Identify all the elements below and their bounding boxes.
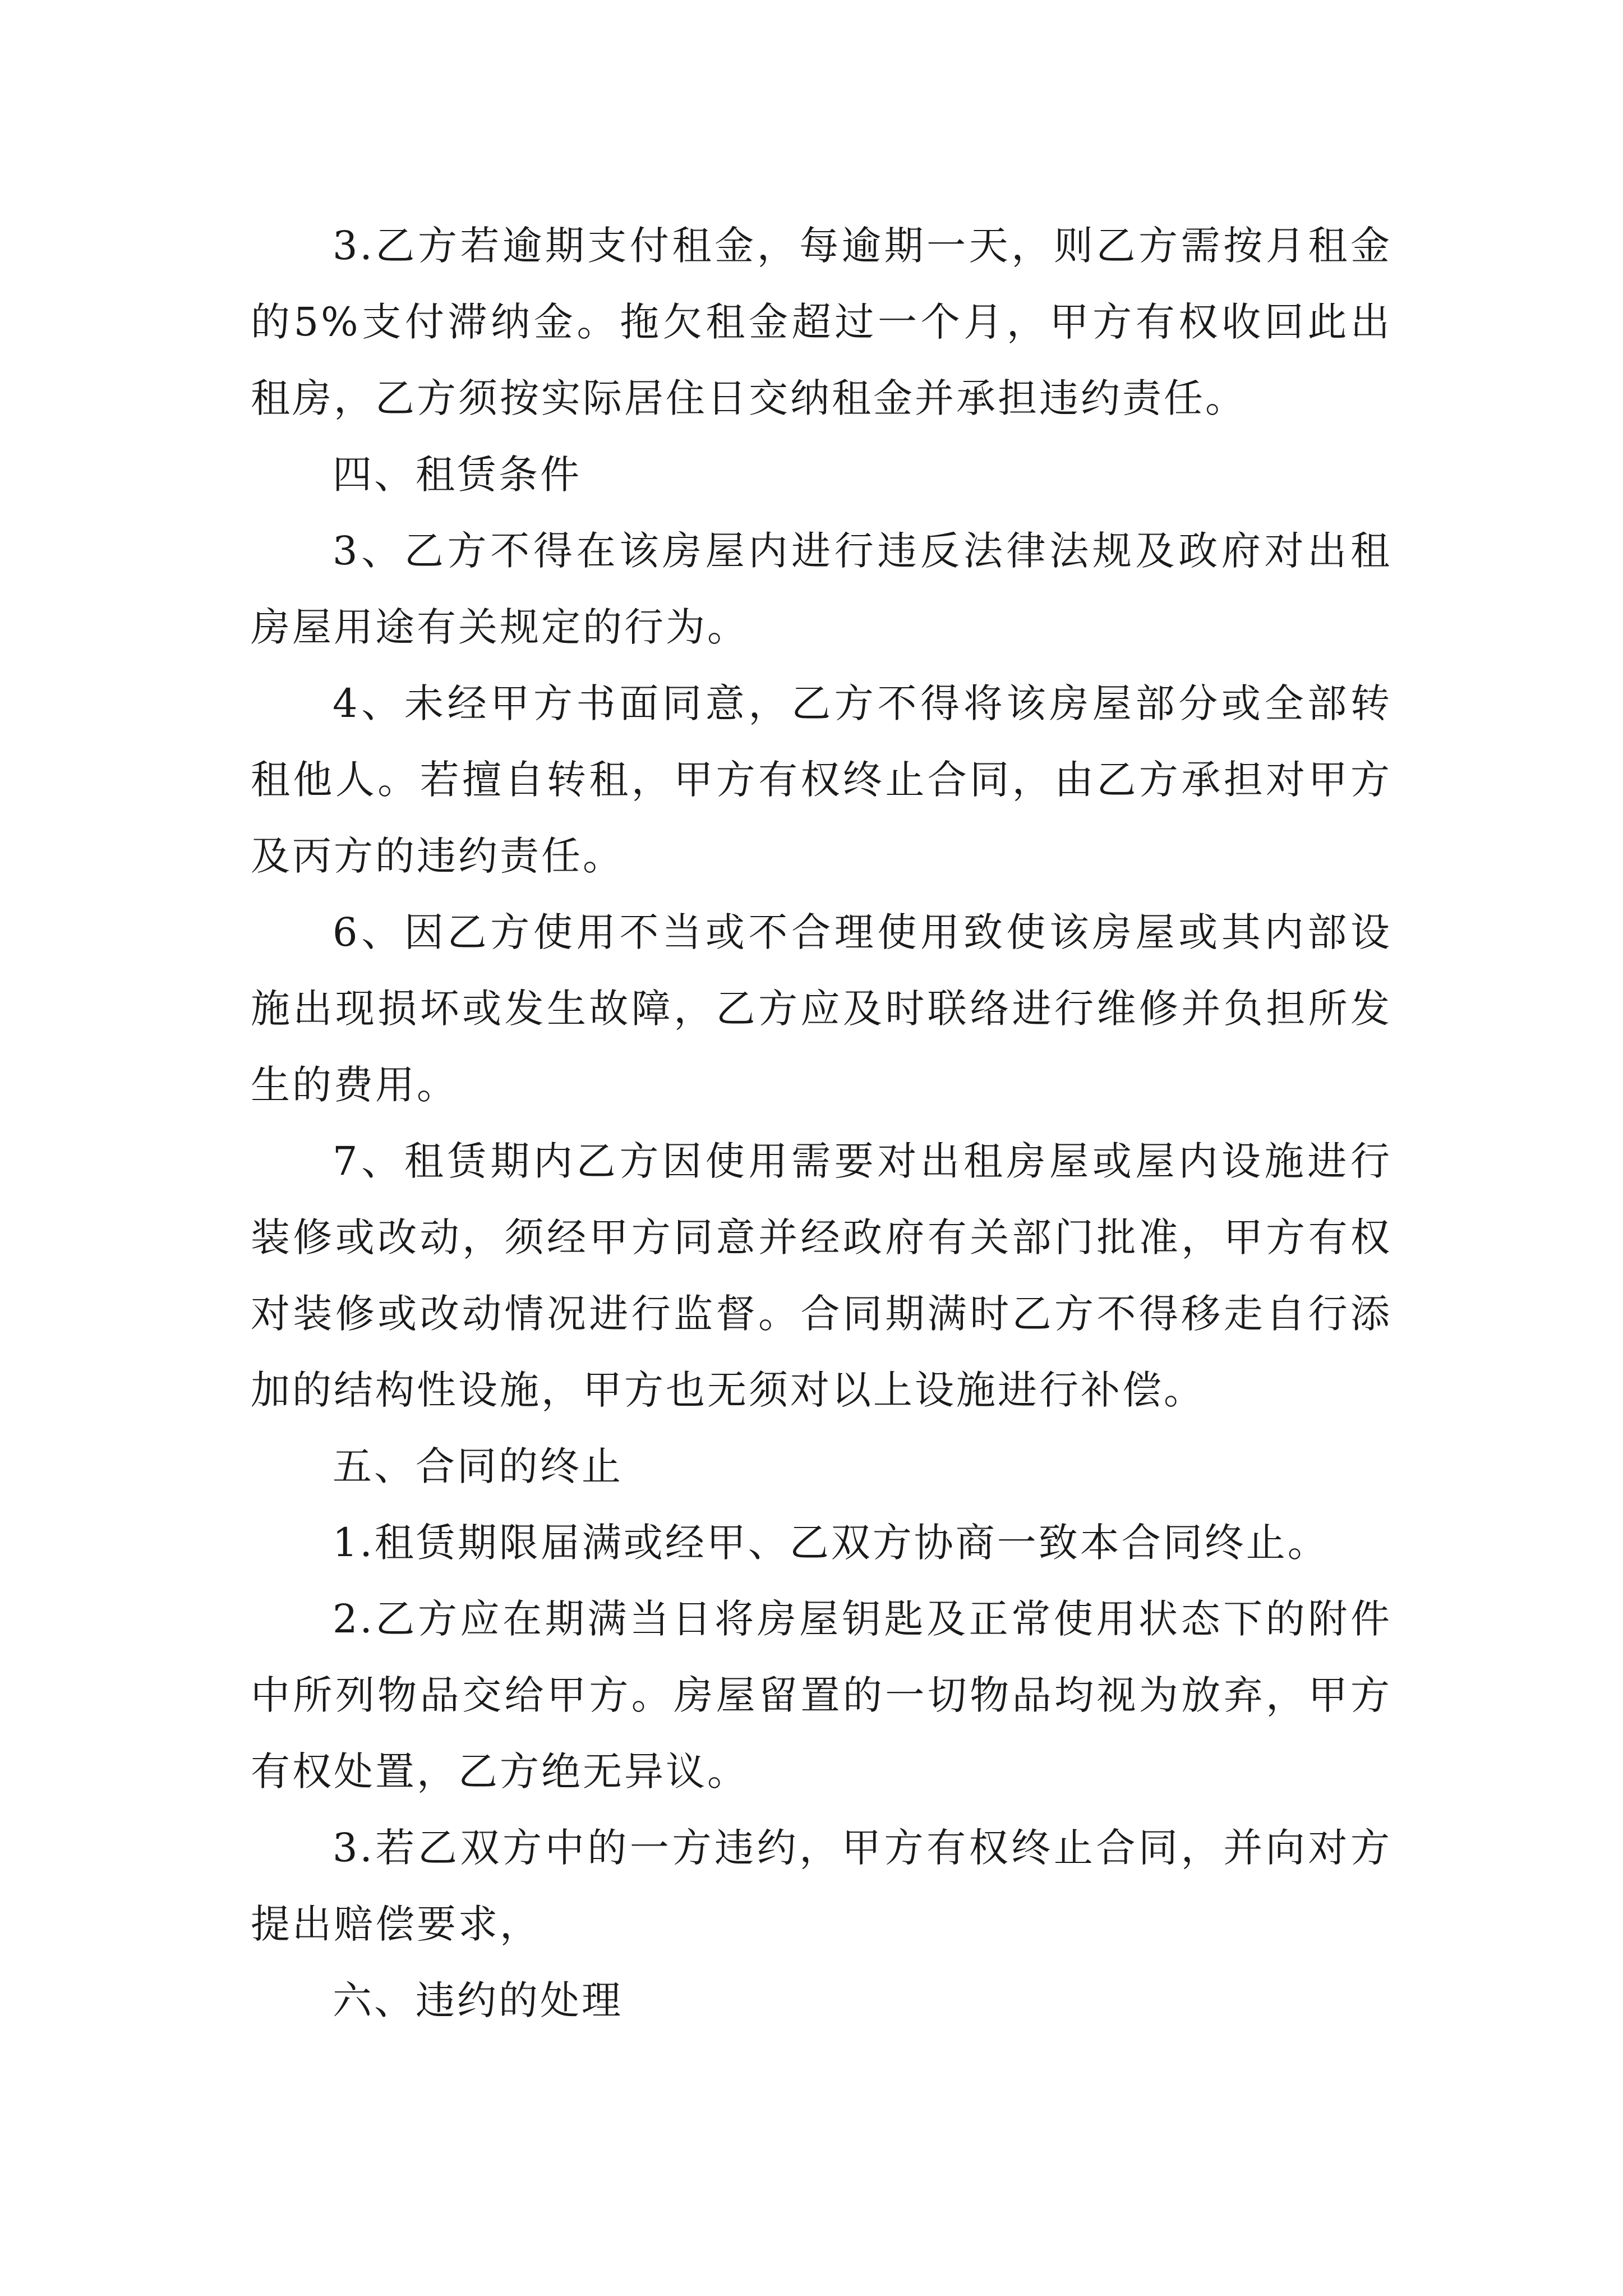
section-heading-lease-conditions: 四、租赁条件 bbox=[333, 452, 582, 498]
paragraph-renovation: 7、租赁期内乙方因使用需要对出租房屋或屋内设施进行装修或改动，须经甲方同意并经政府有关部门批准，甲方有权对装修或改动情况进行监督。合同期满时乙方不得移走自行添加的结构性设施，甲方也无须对以上设施进行补偿。 bbox=[251, 1138, 1392, 1413]
section-heading-termination: 五、合同的终止 bbox=[333, 1443, 623, 1489]
paragraph-term-expiry: 1.租赁期限届满或经甲、乙双方协商一致本合同终止。 bbox=[333, 1520, 1329, 1566]
paragraph-lawful-use: 3、乙方不得在该房屋内进行违反法律法规及政府对出租房屋用途有关规定的行为。 bbox=[251, 528, 1392, 650]
paragraph-no-sublet: 4、未经甲方书面同意，乙方不得将该房屋部分或全部转租他人。若擅自转租，甲方有权终止合同，由乙方承担对甲方及丙方的违约责任。 bbox=[251, 680, 1392, 879]
paragraph-return-keys: 2.乙方应在期满当日将房屋钥匙及正常使用状态下的附件中所列物品交给甲方。房屋留置的一切物品均视为放弃，甲方有权处置，乙方绝无异议。 bbox=[251, 1596, 1392, 1795]
paragraph-breach-compensation: 3.若乙双方中的一方违约，甲方有权终止合同，并向对方提出赔偿要求， bbox=[251, 1825, 1392, 1947]
paragraph-late-rent-penalty: 3.乙方若逾期支付租金，每逾期一天，则乙方需按月租金的5%支付滞纳金。拖欠租金超过一个月，甲方有权收回此出租房，乙方须按实际居住日交纳租金并承担违约责任。 bbox=[251, 223, 1392, 421]
paragraph-damage-repair: 6、因乙方使用不当或不合理使用致使该房屋或其内部设施出现损坏或发生故障，乙方应及时联络进行维修并负担所发生的费用。 bbox=[251, 909, 1392, 1108]
section-heading-breach-handling: 六、违约的处理 bbox=[333, 1977, 623, 2023]
document-body bbox=[251, 208, 1392, 2039]
